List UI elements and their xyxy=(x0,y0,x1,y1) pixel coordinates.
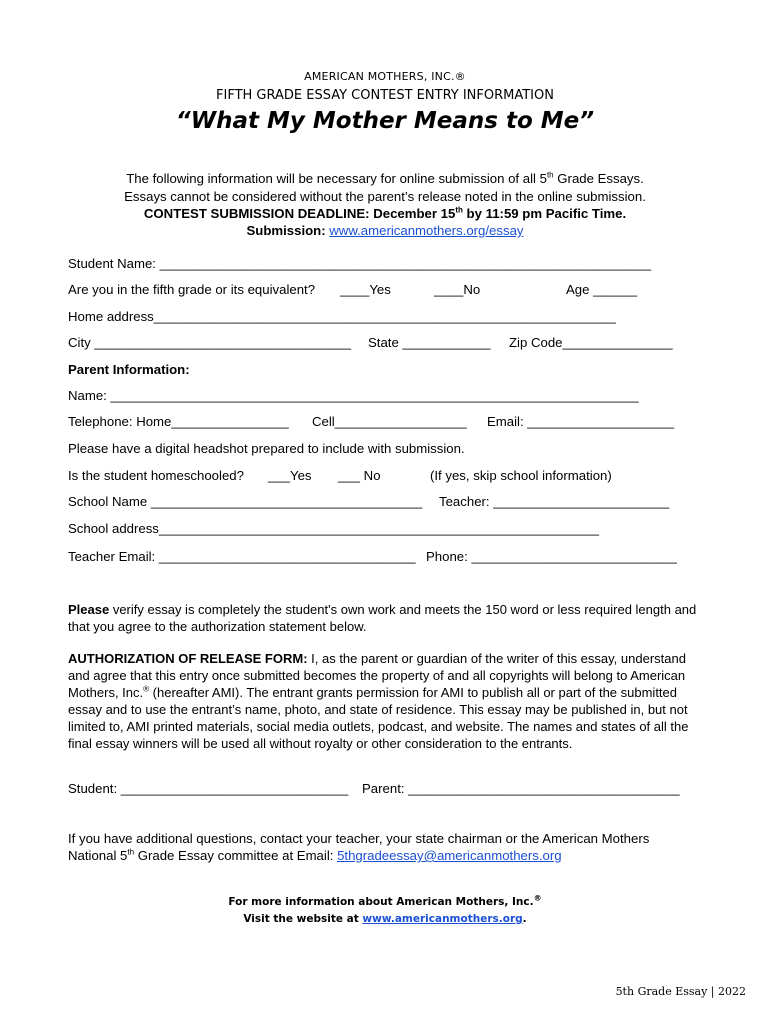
telephone-home-field[interactable]: Telephone: Home________________ xyxy=(68,414,289,429)
city-field[interactable]: City ___________________________________ xyxy=(68,335,352,350)
homeschool-note: (If yes, skip school information) xyxy=(430,468,612,483)
state-field[interactable]: State ____________ xyxy=(368,335,491,350)
headshot-note: Please have a digital headshot prepared to include with submission. xyxy=(68,441,465,456)
contact-line-2: National 5th Grade Essay committee at Email: 5thgradeessay@americanmothers.org xyxy=(68,847,562,863)
parent-info-heading: Parent Information: xyxy=(68,362,190,377)
footer-info-line: For more information about American Mothers, Inc.® xyxy=(228,893,542,908)
phone-field[interactable]: Phone: ____________________________ xyxy=(426,549,677,564)
homeschool-yes-option[interactable]: ___Yes xyxy=(268,468,312,483)
email-field[interactable]: Email: ____________________ xyxy=(487,414,674,429)
homeschool-question: Is the student homeschooled? xyxy=(68,468,244,483)
home-address-field[interactable]: Home address_______________________________________________________________ xyxy=(68,309,616,324)
intro-line-1: The following information will be necessary for online submission of all 5th Grade Essays. xyxy=(126,170,644,186)
homeschool-no-option[interactable]: ___ No xyxy=(338,468,381,483)
deadline-line: CONTEST SUBMISSION DEADLINE: December 15th by 11:59 pm Pacific Time. xyxy=(143,205,627,221)
student-name-field[interactable]: Student Name: ___________________________________________________________________ xyxy=(68,256,652,271)
parent-name-field[interactable]: Name: ________________________________________________________________________ xyxy=(68,388,639,403)
cell-field[interactable]: Cell__________________ xyxy=(312,414,467,429)
age-field[interactable]: Age ______ xyxy=(566,282,638,297)
teacher-field[interactable]: Teacher: ________________________ xyxy=(439,494,670,509)
submission-line: Submission: www.americanmothers.org/essay xyxy=(246,223,524,238)
verify-paragraph: Please verify essay is completely the student's own work and meets the 150 word or less required length and that you agree to the authorization statement below. xyxy=(68,602,697,634)
student-signature-field[interactable]: Student: _______________________________ xyxy=(68,781,349,796)
authorization-paragraph: AUTHORIZATION OF RELEASE FORM: I, as the parent or guardian of the writer of this essay, understand and agree that this entry once submitted becomes the property of and all copyrights will belong to American Mothers, Inc.® (hereafter AMI). The entrant grants permission for AMI to publish all or part of the submitted essay and to use the entrant’s name, photo, and state of residence. This essay may be published in, but not limited to, AMI printed materials, social media outlets, podcast, and website. The names and states of all the final essay winners will be used all without royalty or other consideration to the entrants. xyxy=(68,651,689,751)
zip-field[interactable]: Zip Code_______________ xyxy=(509,335,673,350)
footer-website-line: Visit the website at www.americanmothers.org. xyxy=(243,913,527,925)
grade-question: Are you in the fifth grade or its equivalent? xyxy=(68,282,316,297)
contact-line-1: If you have additional questions, contact your teacher, your state chairman or the American Mothers xyxy=(68,831,650,846)
intro-line-2: Essays cannot be considered without the parent’s release noted in the online submission. xyxy=(124,189,646,204)
school-address-field[interactable]: School address____________________________________________________________ xyxy=(68,521,599,536)
parent-signature-field[interactable]: Parent: _____________________________________ xyxy=(362,781,680,796)
essay-title: “What My Mother Means to Me” xyxy=(175,108,595,134)
page-footer-label: 5th Grade Essay | 2022 xyxy=(615,985,746,998)
school-name-field[interactable]: School Name _____________________________________ xyxy=(68,494,423,509)
committee-email-link[interactable]: 5thgradeessay@americanmothers.org xyxy=(337,848,562,863)
teacher-email-field[interactable]: Teacher Email: ___________________________________ xyxy=(68,549,416,564)
form-subtitle: FIFTH GRADE ESSAY CONTEST ENTRY INFORMATION xyxy=(216,88,554,103)
website-link[interactable]: www.americanmothers.org xyxy=(362,913,523,925)
grade-no-option[interactable]: ____No xyxy=(434,282,481,297)
grade-yes-option[interactable]: ____Yes xyxy=(340,282,391,297)
organization-name: AMERICAN MOTHERS, INC.® xyxy=(304,70,466,83)
submission-link[interactable]: www.americanmothers.org/essay xyxy=(329,223,524,238)
